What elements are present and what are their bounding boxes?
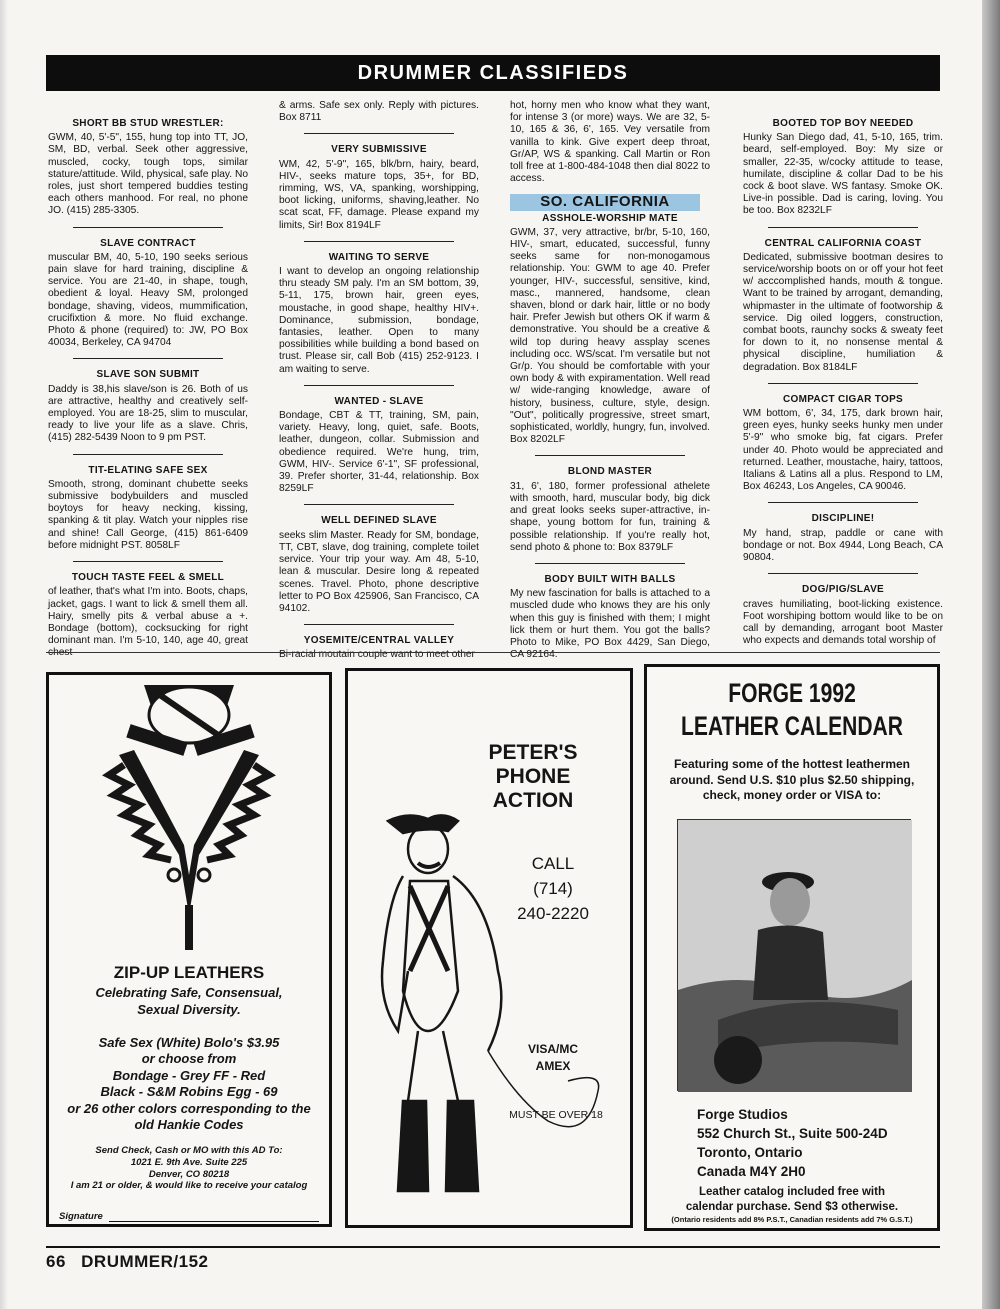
ad-divider — [304, 624, 454, 625]
classifieds-column-1 — [48, 100, 248, 659]
forge-calendar-ad — [644, 664, 940, 1231]
classifieds-column-4 — [743, 100, 943, 650]
ad-divider — [535, 455, 685, 456]
signature-line — [109, 1221, 319, 1222]
zip-up-leathers-ad — [46, 672, 332, 1227]
mailing-address — [697, 1105, 927, 1181]
ad-body: seeks slim Master. Ready for SM, bondage, TT, CBT, slave, dog training, complete toilet service. Your trip your way. Am 48, 5-10, lean & muscular. Desire long & repeated scenes. Travel. Photo, phone descriptive letter to PO Box 425906, San Francisco, CA 94102. — [279, 529, 479, 614]
call-line: CALL — [531, 854, 575, 873]
ad-line: Bondage - Grey FF - Red — [112, 1067, 266, 1083]
classified-ad — [743, 118, 943, 218]
ad-line: Sexual Diversity. — [137, 1001, 241, 1017]
headline-line: PHONE — [495, 765, 571, 788]
ad-title: BLOND MASTER — [567, 466, 653, 478]
page-shadow-left — [0, 0, 8, 1309]
region-heading: SO. CALIFORNIA — [510, 194, 700, 210]
ad-title: WAITING TO SERVE — [328, 251, 430, 263]
ad-body: hot, horny men who know what they want, for intense 3 (or more) ways. We are 32, 5-10, 165 & 36, 6', 165. Vey versatile from vanilla to kink. Give expert deep throat, Gr/AP, WS & spanking. Call Martin or Ron toll free at 1-800-484-1048 then dial 8022 to access. — [510, 100, 710, 185]
ad-title: WELL DEFINED SLAVE — [321, 515, 437, 527]
ad-title: YOSEMITE/CENTRAL VALLEY — [303, 635, 455, 647]
ad-title: DOG/PIG/SLAVE — [801, 584, 885, 596]
classified-ad — [279, 252, 479, 376]
ad-title: BODY BUILT WITH BALLS — [544, 573, 676, 585]
order-line: 1021 E. 9th Ave. Suite 225 — [130, 1156, 248, 1168]
tax-notice: (Ontario residents add 8% P.S.T., Canadian residents add 7% G.S.T.) — [671, 1215, 913, 1224]
classifieds-bottom-rule — [46, 652, 940, 653]
classified-ad — [743, 394, 943, 494]
ad-divider — [768, 573, 918, 574]
ad-divider — [768, 227, 918, 228]
ad-divider — [73, 454, 223, 455]
address-line: Toronto, Ontario — [697, 1145, 803, 1160]
ad-body: Smooth, strong, dominant chubette seeks submissive bodybuilders and muscled boytoys for heavy necking, kissing, spanking & tit play. Watch your nipples rise and shine! Call George, (415) 861-6409 before midnight PST. 8058LF — [48, 478, 248, 551]
ad-body: WM, 42, 5'-9", 165, blk/brn, hairy, beard, HIV-, seeks mature tops, 35+, for BD, rimming, WS, VA, spanking, worshipping, boot licking, uniforms, shaving,leather. No scat scat, FF, damage. Please expand my limits, Sir! Box 8194LF — [279, 158, 479, 231]
ad-body: Dedicated, submissive bootman desires to service/worship boots on or off your hot feet w/ acccomplished hands, mouth & tongue. Want to be trained by arrogant, demanding, whipmaster in the ultimate of footworship & service. Dig oiled loggers, construction, combat boots, raunchy socks & sweaty feet for down to it, no nonsense mental & physical discipline, humiliation & degradation. Box 8184LF — [743, 251, 943, 373]
classified-ad — [48, 118, 248, 218]
ad-line: old Hankie Codes — [134, 1117, 244, 1132]
ad-body: craves humiliating, boot-licking existence. Foot worshiping bottom would like to be on call by demanding, arrogant boot Master who expects and demands total worship of — [743, 598, 943, 647]
ad-divider — [535, 563, 685, 564]
catalog-offer — [647, 1185, 937, 1215]
payment-line: VISA/MC — [527, 1042, 578, 1056]
classified-ad — [279, 144, 479, 231]
ad-body: I want to develop an ongoing relationship thru steady SM paly. I'm an SM bottom, 39, 5-11, 175, brown hair, green eyes, moustache, in good shape, healthy HIV+. Dominance, submission, bondage, fantasies, leather. Open to many possibilities while building a bond based on trust. Please sir, call Bob (415) 252-9123. I am waiting to serve. — [279, 266, 479, 375]
ad-title: BOOTED TOP BOY NEEDED — [772, 118, 914, 129]
payment-methods — [508, 1041, 598, 1075]
ad-divider — [768, 502, 918, 503]
classified-ad — [510, 213, 710, 447]
page-footer — [46, 1252, 219, 1272]
classified-ad — [743, 584, 943, 647]
ad-copy — [49, 985, 329, 1134]
ad-body: Hunky San Diego dad, 41, 5-10, 165, trim. beard, self-employed. Boy: My size or smaller, 22-35, w/cocky attitude to tease, humilate, discipline & collar Dad to be his cock & boot slave. WS fantasy. Smoke OK. Live-in possible. Dad is caring, loving. You be too. Box 8232LF — [743, 132, 943, 217]
ad-body: GWM, 37, very attractive, br/br, 5-10, 160, HIV-, smart, educated, successful, funny seeks same for non-monogamous relationship. You: GWM to age 40. Prefer younger, HIV-, successful, sensitive, kind, masc., mannered, handsome, clean shaven, blond or dark hair, little or no body hair. Prefer Jewish but others OK if warm & demonstrative. You should be a creative & wild top during heavy assplay scenes including occ. WS/scat. I'm versatile but not Gr/p. You should be comfortable with your own body & with expiramentation. Well read w/ wide-ranging knowledge, aware of history, business, culture, style, design. "Out", politically progressive, street smart, sophisticated, worldly, hungry, fun, involved. Box 8202LF — [510, 226, 710, 446]
age-notice: MUST BE OVER 18 — [509, 1109, 603, 1121]
order-instructions — [49, 1145, 329, 1192]
ad-headline — [473, 741, 593, 813]
payment-line: AMEX — [535, 1059, 571, 1073]
motorcycle-rider-photo — [678, 820, 912, 1092]
ad-body: & arms. Safe sex only. Reply with pictures. Box 8711 — [279, 100, 479, 124]
classified-ad-continued — [279, 100, 479, 124]
call-info — [498, 851, 608, 926]
ad-line — [49, 1018, 329, 1035]
ad-divider — [304, 133, 454, 134]
classified-ad — [48, 465, 248, 552]
ad-divider — [304, 504, 454, 505]
ad-body: 31, 6', 180, former professional athelete with smooth, hard, muscular body, big dick and great looks seeks super-attractive, in-shape, young bottom for fun, training & possible relationship. If you're really hot, send photo & phone to: Box 8379LF — [510, 480, 710, 553]
classified-ad — [279, 515, 479, 615]
offer-line: calendar purchase. Send $3 otherwise. — [685, 1201, 899, 1213]
ad-body: Daddy is 38,his slave/son is 26. Both of us are attractive, healthy and creatively self-employed. You are 18-25, slim to muscular, ready to live your life as a slave. Chris, (415) 282-5439 Noon to 9 pm PST. — [48, 383, 248, 444]
headline-line: LEATHER CALENDAR — [681, 711, 903, 741]
ad-divider — [768, 383, 918, 384]
classified-ad — [279, 635, 479, 661]
signature-label: Signature — [59, 1211, 103, 1222]
ad-line: Black - S&M Robins Egg - 69 — [100, 1084, 278, 1099]
ad-body: My new fascination for balls is attached to a muscled dude who knows they are his only when this guy is finished with them; I might lick them or hurt them. You got the balls? Photo to Mike, PO Box 4429, San Diego, CA 92164. — [510, 588, 710, 661]
ad-divider — [73, 561, 223, 562]
ad-line: Safe Sex (White) Bolo's $3.95 — [98, 1034, 280, 1050]
classifieds-column-3 — [510, 100, 710, 661]
headline-line: PETER'S — [488, 741, 578, 764]
classified-ad-continued — [510, 100, 710, 185]
ad-body: My hand, strap, paddle or cane with bondage or not. Box 4944, Long Beach, CA 90804. — [743, 527, 943, 564]
ad-title: SHORT BB STUD WRESTLER: — [72, 118, 224, 129]
ad-body: WM bottom, 6', 34, 175, dark brown hair, green eyes, hunky seeks hunky men under 5'-9" who smoke big, fat cigars. Prefer under 40. Photo would be appreciated and returned. Leather, moustache, hairy, tattoos, Italians & Latins all a plus. Respond to LM, Box 46243, Los Angeles, CA 90046. — [743, 408, 943, 493]
footer-rule — [46, 1246, 940, 1248]
headline-line: FORGE 1992 — [728, 678, 856, 708]
section-title: DRUMMER CLASSIFIEDS — [357, 61, 629, 84]
ad-title: TOUCH TASTE FEEL & SMELL — [71, 572, 225, 584]
ad-title: TIT-ELATING SAFE SEX — [88, 464, 208, 476]
ad-title: CENTRAL CALIFORNIA COAST — [764, 237, 922, 249]
classified-ad — [743, 238, 943, 374]
address-line: Canada M4Y 2H0 — [697, 1164, 806, 1179]
classified-ad — [510, 574, 710, 661]
classified-ad — [510, 466, 710, 553]
offer-line: Leather catalog included free with — [699, 1186, 885, 1198]
classified-ad — [48, 369, 248, 444]
ad-title: SLAVE SON SUBMIT — [96, 369, 200, 381]
address-line: 552 Church St., Suite 500-24D — [697, 1126, 888, 1141]
ad-title: ASSHOLE-WORSHIP MATE — [542, 212, 678, 224]
order-line: Send Check, Cash or MO with this AD To: — [95, 1145, 283, 1156]
headline-line: ACTION — [492, 789, 574, 812]
order-line: I am 21 or older, & would like to receive your catalog — [70, 1180, 308, 1192]
classified-ad — [48, 572, 248, 659]
ad-title: SLAVE CONTRACT — [100, 237, 196, 249]
page-binding-edge — [982, 0, 1000, 1309]
ad-description: Featuring some of the hottest leathermen around. Send U.S. $10 plus $2.50 shipping, check, money order or VISA to: — [669, 757, 915, 802]
ad-line: Celebrating Safe, Consensual, — [95, 985, 283, 1000]
issue-label: DRUMMER/152 — [81, 1252, 209, 1271]
ad-body: GWM, 40, 5'-5", 155, hung top into TT, JO, SM, BD, verbal. Seek other aggressive, muscled, cocky, tough tops, similar stature/attitude. Wild, physical, safe play. No roles, just short tempered buddies testing each others manhood. For real, no phone JO. (415) 285-3305. — [48, 132, 248, 217]
ad-title: DISCIPLINE! — [811, 513, 875, 525]
classified-ad — [743, 513, 943, 564]
ad-body: of leather, that's what I'm into. Boots, chaps, jacket, gags. I want to lick & smell them all. Hairy, smelly pits & verbal abuse a +. Bondage (bottom), cocksucking for right dominant man. I'm 5-10, 140, age 40, great chest — [48, 586, 248, 659]
classified-ad — [48, 238, 248, 350]
ad-divider — [304, 241, 454, 242]
ad-title: VERY SUBMISSIVE — [331, 144, 427, 156]
ad-headline — [679, 677, 905, 743]
order-line: Denver, CO 80218 — [148, 1168, 230, 1180]
address-line: Forge Studios — [697, 1107, 788, 1122]
ad-divider — [73, 227, 223, 228]
calendar-photo — [677, 819, 911, 1091]
advertiser-name: ZIP-UP LEATHERS — [113, 963, 265, 982]
ad-line: or choose from — [141, 1051, 237, 1066]
peters-phone-action-ad — [345, 668, 633, 1228]
classified-ad — [279, 396, 479, 496]
ad-divider — [73, 358, 223, 359]
ad-body: Bi-racial moutain couple want to meet other — [279, 649, 475, 661]
ad-title: WANTED - SLAVE — [334, 395, 424, 407]
zipper-illustration — [49, 675, 329, 960]
call-line: 240-2220 — [517, 904, 589, 923]
classifieds-column-2 — [279, 100, 479, 661]
ad-divider — [304, 385, 454, 386]
call-line: (714) — [533, 879, 573, 898]
ad-body: muscular BM, 40, 5-10, 190 seeks serious pain slave for hard training, discipline & service. You are 21-40, in shape, tough, obedient & loyal. Heavy SM, prolonged bondage, shaving, videos, mummification, crucifixtion & more. No fluid exchange. Photo & phone (required) to: JW, PO Box 40034, Berkeley, CA 94704 — [48, 251, 248, 349]
ad-line: or 26 other colors corresponding to the — [67, 1100, 311, 1116]
ad-title: COMPACT CIGAR TOPS — [782, 393, 904, 405]
section-header — [46, 55, 940, 91]
ad-body: Bondage, CBT & TT, training, SM, pain, variety. Heavy, long, quiet, safe. Boots, leather, dungeon, collar. Submission and obedience required. We're hung, trim, GWM, HIV-. Service 6'-1", SF professional, 39. Prefer shorter, 31-44, relationship. Box 8259LF — [279, 410, 479, 495]
page-number: 66 — [46, 1252, 66, 1271]
